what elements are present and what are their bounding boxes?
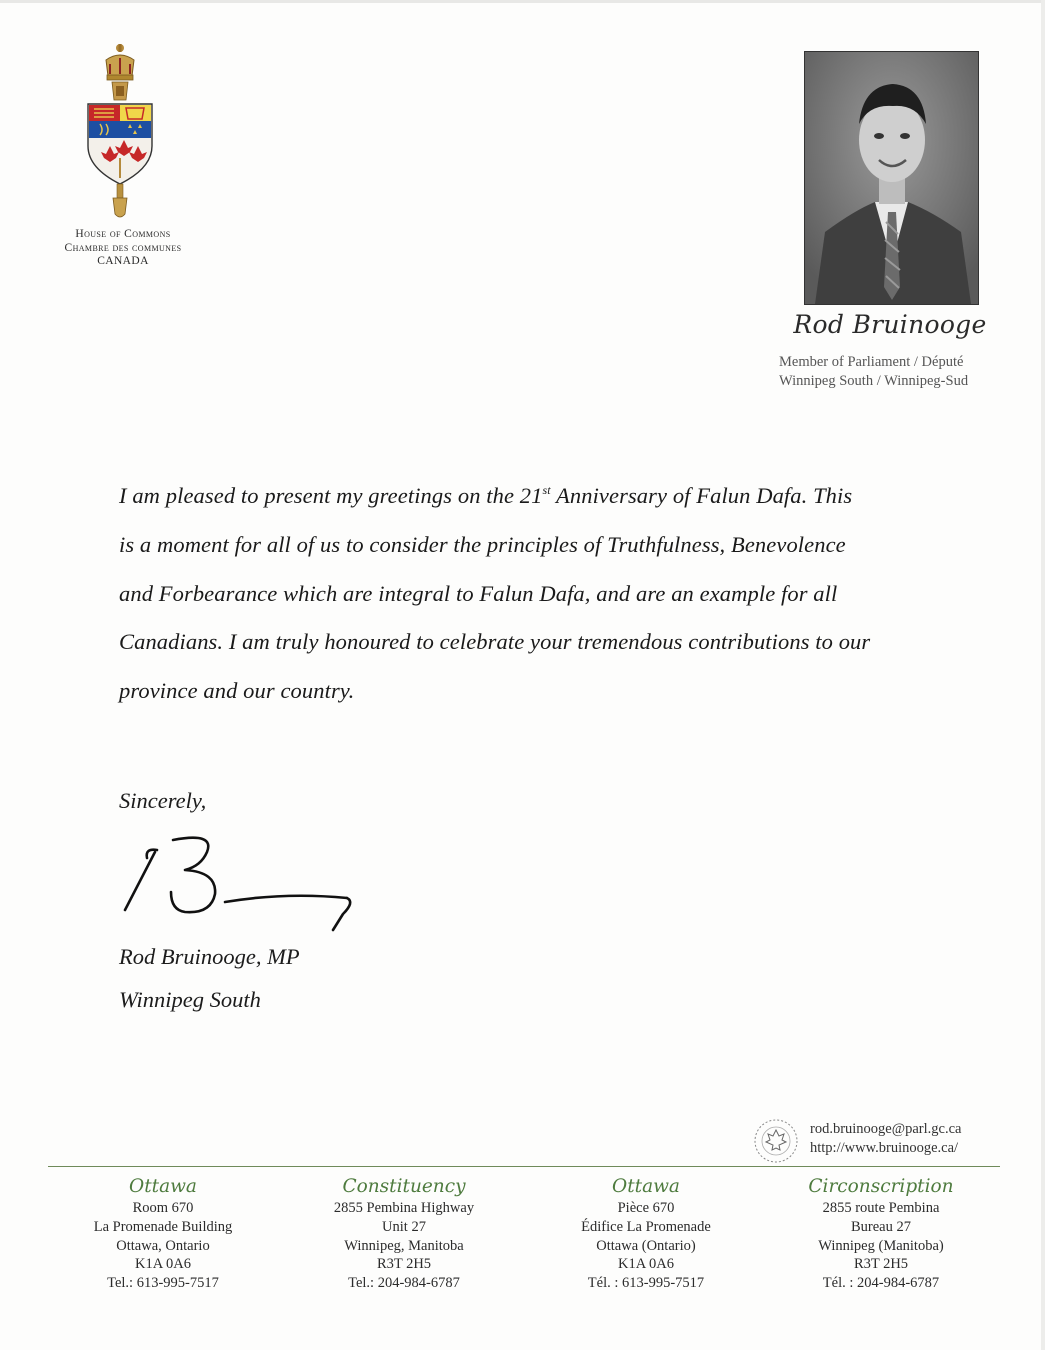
office-ottawa-fr (531, 1175, 761, 1293)
ordinal-suffix: st (542, 483, 551, 497)
letter-line: and Forbearance which are integral to Falun Dafa, and are an example for all (119, 580, 838, 606)
office-line: Room 670 (132, 1200, 194, 1216)
office-line: R3T 2H5 (853, 1256, 909, 1273)
office-heading: Constituency (342, 1176, 466, 1197)
office-line: Bureau 27 (851, 1218, 911, 1235)
mp-signature-name: Rod Bruinooge (793, 310, 987, 339)
office-line: 2855 Pembina Highway (333, 1200, 475, 1216)
handwritten-signature (115, 830, 365, 935)
office-ottawa-en (48, 1175, 278, 1293)
office-line: Winnipeg, Manitoba (344, 1237, 464, 1254)
letter-line: is a moment for all of us to consider the principles of Truthfulness, Benevolence (119, 531, 846, 557)
letter-body (119, 472, 939, 716)
office-line: La Promenade Building (93, 1218, 233, 1235)
mp-portrait-photo (804, 51, 979, 305)
mp-title: Member of Parliament / Député (779, 354, 964, 370)
house-of-commons-crest-icon (80, 42, 160, 222)
footer-divider (48, 1166, 1000, 1167)
contact-email: rod.bruinooge@parl.gc.ca (810, 1121, 962, 1137)
letter-closing: Sincerely, (119, 788, 207, 813)
scan-edge-right (1041, 0, 1045, 1350)
office-line: R3T 2H5 (376, 1256, 432, 1273)
office-line: Tél. : 204-984-6787 (822, 1275, 940, 1292)
letter-line: province and our country. (119, 678, 355, 704)
house-name-en: House of Commons (75, 228, 171, 240)
office-line: Ottawa, Ontario (116, 1237, 210, 1254)
contact-website: http://www.bruinooge.ca/ (810, 1140, 959, 1156)
country-name: CANADA (97, 255, 149, 267)
office-heading: Ottawa (612, 1176, 680, 1197)
signer-name: Rod Bruinooge, MP (119, 944, 300, 969)
letter-line (119, 472, 939, 521)
office-line: Tel.: 204-984-6787 (348, 1275, 460, 1292)
letter-line-1-start: I am pleased to present my greetings on the 21 (119, 483, 543, 508)
office-line: Ottawa (Ontario) (596, 1237, 696, 1254)
office-line: 2855 route Pembina (822, 1200, 940, 1216)
office-line: Pièce 670 (617, 1200, 675, 1216)
office-heading: Ottawa (129, 1176, 197, 1197)
letter-line-1-end: Anniversary of Falun Dafa. This (550, 483, 853, 508)
office-line: K1A 0A6 (618, 1256, 674, 1273)
office-line: Édifice La Promenade (581, 1218, 711, 1235)
office-heading: Circonscription (808, 1176, 954, 1197)
office-constituency-fr (766, 1175, 996, 1293)
office-line: Winnipeg (Manitoba) (818, 1237, 944, 1254)
office-constituency-en (289, 1175, 519, 1293)
office-line: Unit 27 (382, 1218, 426, 1235)
mp-riding: Winnipeg South / Winnipeg-Sud (779, 373, 969, 389)
letter-line: Canadians. I am truly honoured to celebrate your tremendous contributions to our (119, 629, 871, 655)
office-line: Tel.: 613-995-7517 (107, 1275, 219, 1292)
office-line: Tél. : 613-995-7517 (587, 1275, 705, 1292)
house-name-fr: Chambre des communes (64, 241, 182, 254)
office-line: K1A 0A6 (135, 1256, 191, 1273)
signer-riding: Winnipeg South (119, 987, 261, 1012)
scan-edge-top (0, 0, 1045, 3)
house-of-commons-heading (40, 228, 206, 269)
maple-leaf-seal-icon (753, 1118, 799, 1164)
